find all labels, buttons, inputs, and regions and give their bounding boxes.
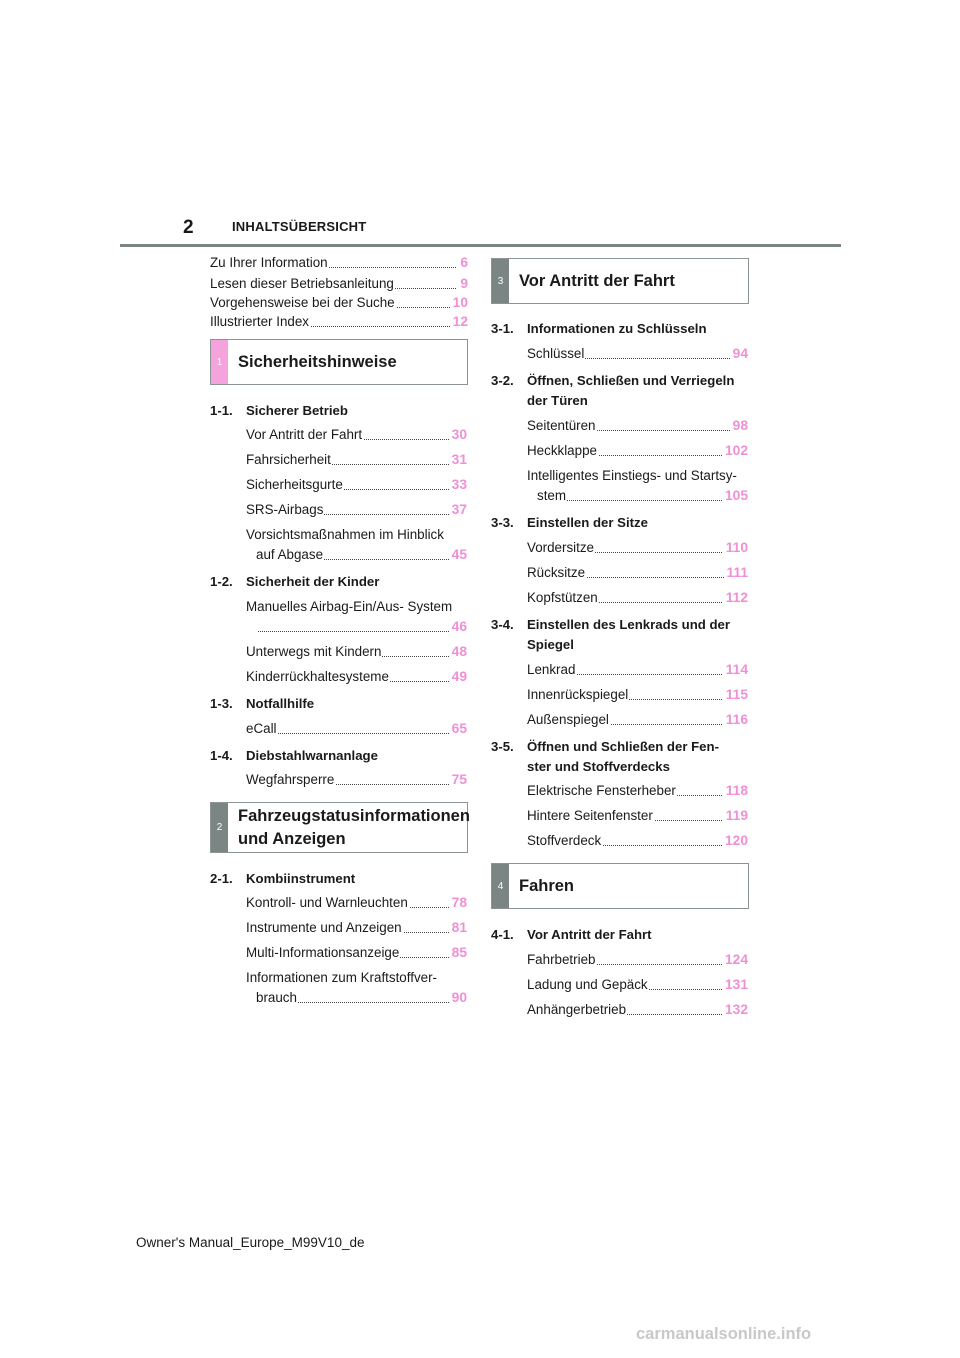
page-link[interactable]: 45 <box>449 546 467 564</box>
toc-entry[interactable]: Sicherheitsgurte 33 <box>246 477 467 492</box>
footer-text: Owner's Manual_Europe_M99V10_de <box>136 1235 365 1250</box>
page-link[interactable]: 94 <box>730 345 748 363</box>
toc-entry[interactable]: brauch 90 <box>246 989 467 1007</box>
page-link[interactable]: 118 <box>723 782 748 800</box>
watermark: carmanualsonline.info <box>636 1325 812 1343</box>
section-heading-cont: ster und Stoffverdecks <box>527 759 670 774</box>
page-link[interactable]: 30 <box>449 426 467 444</box>
toc-entry[interactable]: Fahrbetrieb 124 <box>527 952 748 967</box>
toc-entry[interactable]: Schlüssel 94 <box>527 346 748 361</box>
toc-entry[interactable]: Lesen dieser Betriebsanleitung 9 <box>210 276 468 291</box>
toc-entry[interactable] <box>246 618 467 636</box>
page-link[interactable]: 112 <box>723 589 748 607</box>
chapter-heading-4[interactable] <box>491 863 749 909</box>
page-link[interactable]: 119 <box>723 807 748 825</box>
section-heading: 3-2. Öffnen, Schließen und Verriegeln <box>491 373 735 388</box>
chapter-tab: 3 <box>492 259 509 303</box>
toc-entry[interactable]: eCall 65 <box>246 721 467 736</box>
page-link[interactable]: 31 <box>449 451 467 469</box>
toc-entry[interactable]: auf Abgase 45 <box>246 546 467 564</box>
section-heading: 3-5. Öffnen und Schließen der Fen- <box>491 739 719 754</box>
section-heading: 1-2. Sicherheit der Kinder <box>210 574 380 589</box>
toc-entry[interactable]: stem 105 <box>527 487 748 505</box>
section-heading-cont: Spiegel <box>527 637 574 652</box>
section-heading: 1-3. Notfallhilfe <box>210 696 315 711</box>
chapter-title: Fahren <box>519 876 575 895</box>
page-link[interactable]: 49 <box>449 668 467 686</box>
page-link[interactable]: 115 <box>723 686 748 704</box>
page-link[interactable]: 81 <box>449 919 467 937</box>
toc-entry[interactable]: Kinderrückhaltesysteme 49 <box>246 669 467 684</box>
toc-entry[interactable]: Wegfahrsperre 75 <box>246 772 467 787</box>
section-heading: 4-1. Vor Antritt der Fahrt <box>491 927 652 942</box>
chapter-title: Sicherheitshinweise <box>238 352 397 371</box>
chapter-heading-1[interactable] <box>210 339 468 385</box>
page-link[interactable]: 37 <box>449 501 467 519</box>
toc-entry[interactable]: Stoffverdeck 120 <box>527 833 748 848</box>
page-link[interactable]: 114 <box>723 661 748 679</box>
toc-entry[interactable]: Ladung und Gepäck 131 <box>527 977 748 992</box>
toc-entry-text: Manuelles Airbag-Ein/Aus- System <box>246 599 453 614</box>
page-link[interactable]: 111 <box>724 564 749 582</box>
chapter-tab: 2 <box>211 803 228 852</box>
page-link[interactable]: 9 <box>457 275 468 293</box>
toc-entry[interactable]: Innenrückspiegel 115 <box>527 687 748 702</box>
page-link[interactable]: 98 <box>730 417 748 435</box>
page-link[interactable]: 33 <box>449 476 467 494</box>
page-link[interactable]: 10 <box>450 294 468 312</box>
chapter-tab: 1 <box>211 340 228 384</box>
toc-entry[interactable]: Vor Antritt der Fahrt 30 <box>246 427 467 442</box>
chapter-title: Fahrzeugstatusinformationen und Anzeigen <box>238 806 470 848</box>
page-link[interactable]: 65 <box>449 720 467 738</box>
toc-entry[interactable]: Zu Ihrer Information 6 <box>210 255 468 270</box>
page-link[interactable]: 120 <box>722 832 748 850</box>
toc-entry[interactable]: Hintere Seitenfenster 119 <box>527 808 748 823</box>
toc-entry[interactable]: Unterwegs mit Kindern 48 <box>246 644 467 659</box>
toc-entry[interactable]: Kontroll- und Warnleuchten 78 <box>246 895 467 910</box>
header-divider <box>120 244 841 247</box>
section-heading: 3-3. Einstellen der Sitze <box>491 515 648 530</box>
page-link[interactable]: 110 <box>723 539 748 557</box>
toc-entry[interactable]: Rücksitze 111 <box>527 565 748 580</box>
page-link[interactable]: 131 <box>722 976 748 994</box>
chapter-heading-3[interactable] <box>491 258 749 304</box>
page-link[interactable]: 78 <box>449 894 467 912</box>
section-heading: 2-1. Kombiinstrument <box>210 871 356 886</box>
toc-entry[interactable]: Kopfstützen 112 <box>527 590 748 605</box>
toc-entry[interactable]: Elektrische Fensterheber 118 <box>527 783 748 798</box>
toc-entry[interactable]: Seitentüren 98 <box>527 418 748 433</box>
toc-entry-text: Informationen zum Kraftstoffver- <box>246 970 438 985</box>
header-title: INHALTSÜBERSICHT <box>232 219 367 234</box>
page-link[interactable]: 124 <box>722 951 748 969</box>
section-heading-cont: der Türen <box>527 393 588 408</box>
toc-entry[interactable]: Fahrsicherheit 31 <box>246 452 467 467</box>
section-heading: 3-4. Einstellen des Lenkrads und der <box>491 617 730 632</box>
page-number: 2 <box>183 217 194 238</box>
page-link[interactable]: 132 <box>722 1001 748 1019</box>
page-link[interactable]: 75 <box>449 771 467 789</box>
toc-entry[interactable]: SRS-Airbags 37 <box>246 502 467 517</box>
toc-entry[interactable]: Anhängerbetrieb 132 <box>527 1002 748 1017</box>
section-heading: 1-1. Sicherer Betrieb <box>210 403 348 418</box>
page-link[interactable]: 48 <box>449 643 467 661</box>
toc-entry[interactable]: Vorgehensweise bei der Suche 10 <box>210 295 468 310</box>
page-link[interactable]: 102 <box>722 442 748 460</box>
page-link[interactable]: 6 <box>457 254 468 272</box>
toc-entry[interactable]: Illustrierter Index 12 <box>210 314 468 329</box>
page-link[interactable]: 90 <box>449 989 467 1007</box>
toc-entry[interactable]: Heckklappe 102 <box>527 443 748 458</box>
page-link[interactable]: 12 <box>450 313 468 331</box>
page-link[interactable]: 116 <box>723 711 748 729</box>
chapter-tab: 4 <box>492 864 509 908</box>
section-heading: 3-1. Informationen zu Schlüsseln <box>491 321 707 336</box>
page-link[interactable]: 46 <box>449 618 467 636</box>
page-link[interactable]: 85 <box>449 944 467 962</box>
toc-entry-text: Intelligentes Einstiegs- und Startsy- <box>527 468 737 483</box>
toc-entry[interactable]: Außenspiegel 116 <box>527 712 748 727</box>
chapter-heading-2[interactable] <box>210 802 468 853</box>
toc-entry[interactable]: Lenkrad 114 <box>527 662 748 677</box>
toc-entry-text: Vorsichtsmaßnahmen im Hinblick <box>246 527 444 542</box>
page-link[interactable]: 105 <box>722 487 748 505</box>
toc-entry[interactable]: Multi-Informationsanzeige 85 <box>246 945 467 960</box>
toc-entry[interactable]: Vordersitze 110 <box>527 540 748 555</box>
chapter-title: Vor Antritt der Fahrt <box>519 271 675 290</box>
toc-entry[interactable]: Instrumente und Anzeigen 81 <box>246 920 467 935</box>
section-heading: 1-4. Diebstahlwarnanlage <box>210 748 378 763</box>
